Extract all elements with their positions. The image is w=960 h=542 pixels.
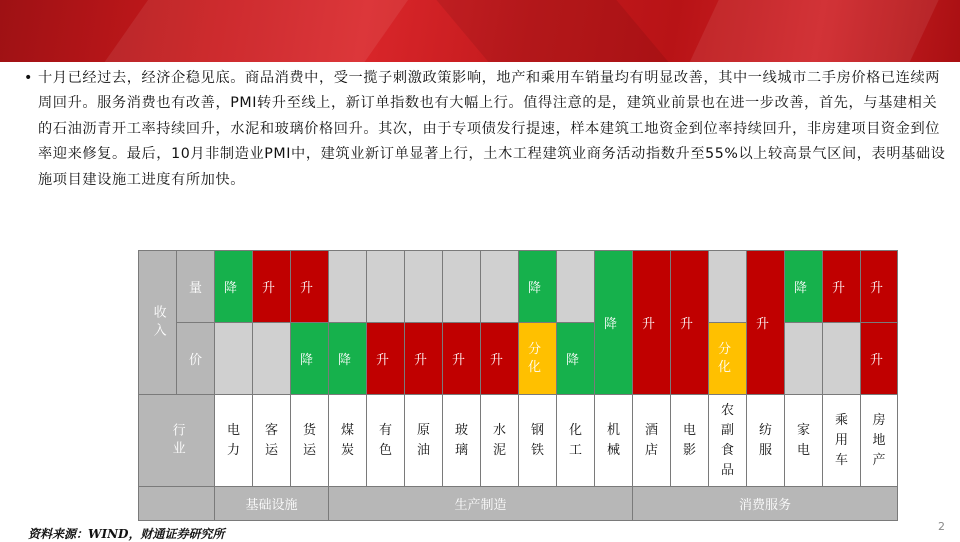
industry-label: 客 运: [264, 422, 278, 458]
vol-客运: 升: [253, 251, 291, 323]
page-number: 2: [938, 520, 945, 533]
merged-电影: 升: [671, 251, 709, 395]
industry-label: 水 泥: [492, 422, 506, 458]
industry-label: 机 械: [606, 422, 620, 458]
industry-label: 有 色: [378, 422, 392, 458]
industry-table: [138, 250, 898, 521]
vol-钢铁: 降: [519, 251, 557, 323]
price-水泥: 升: [481, 323, 519, 395]
merged-机械: 降: [595, 251, 633, 395]
group-consumer-services: 消费服务: [633, 487, 898, 521]
industry-cell: [785, 395, 823, 487]
price-row: [139, 323, 898, 395]
group-infrastructure: 基础设施: [215, 487, 329, 521]
industry-cell: [215, 395, 253, 487]
vol-水泥: [481, 251, 519, 323]
source-note: 资料来源：WIND，财通证券研究所: [28, 527, 225, 541]
price-农副食品: 分 化: [709, 323, 747, 395]
bullet-mark: •: [24, 70, 33, 86]
price-有色: 升: [367, 323, 405, 395]
industry-cell: [557, 395, 595, 487]
vol-乘用车: 升: [823, 251, 861, 323]
header-banner: [0, 0, 960, 62]
summary-text: 十月已经过去，经济企稳见底。商品消费中，受一揽子刺激政策影响，地产和乘用车销量均有明显改善，其中一线城市二手房价格已连续两周回升。服务消费也有改善，PMI转升至线上，新订单指数也有大幅上行。值得注意的是，建筑业前景也在进一步改善，首先，与基建相关的石油沥青开工率持续回升，水泥和玻璃价格回升。其次，由于专项债发行提速，样本建筑工地资金到位率持续回升，非房建项目资金到位率迎来修复。最后，10月非制造业PMI中，建筑业新订单显著上行，土木工程建筑业商务活动指数升至55%以上较高景气区间，表明基础设施项目建设施工进度有所加快。: [38, 70, 946, 188]
merged-纺服: 升: [747, 251, 785, 395]
volume-header: 量: [177, 251, 215, 323]
price-玻璃: 升: [443, 323, 481, 395]
price-家电: [785, 323, 823, 395]
vol-原油: [405, 251, 443, 323]
price-货运: 降: [291, 323, 329, 395]
industry-cell: [367, 395, 405, 487]
group-spacer: [139, 487, 215, 521]
industry-cell: [253, 395, 291, 487]
group-row: [139, 487, 898, 521]
industry-row: [139, 395, 898, 487]
industry-cell: [823, 395, 861, 487]
vol-玻璃: [443, 251, 481, 323]
price-乘用车: [823, 323, 861, 395]
volume-row: [139, 251, 898, 323]
merged-酒店: 升: [633, 251, 671, 395]
group-manufacturing: 生产制造: [329, 487, 633, 521]
industry-cell: [861, 395, 898, 487]
price-房地产: 升: [861, 323, 898, 395]
vol-煤炭: [329, 251, 367, 323]
vol-化工: [557, 251, 595, 323]
industry-label: 钢 铁: [530, 422, 544, 458]
vol-有色: [367, 251, 405, 323]
vol-电力: 降: [215, 251, 253, 323]
price-煤炭: 降: [329, 323, 367, 395]
vol-农副食品: [709, 251, 747, 323]
industry-label: 家 电: [796, 422, 810, 458]
industry-cell: [709, 395, 747, 487]
industry-cell: [595, 395, 633, 487]
industry-cell: [329, 395, 367, 487]
industry-label: 纺 服: [758, 422, 772, 458]
industry-label: 乘 用 车: [834, 412, 848, 468]
summary-paragraph: [24, 66, 950, 193]
industry-cell: [633, 395, 671, 487]
industry-label: 酒 店: [644, 422, 658, 458]
income-header: 收入: [139, 251, 177, 395]
industry-label: 化 工: [568, 422, 582, 458]
industry-header: 行业: [139, 395, 215, 487]
price-钢铁: 分 化: [519, 323, 557, 395]
industry-label: 货 运: [302, 422, 316, 458]
industry-label: 电 力: [226, 422, 240, 458]
price-原油: 升: [405, 323, 443, 395]
price-客运: [253, 323, 291, 395]
price-header: 价: [177, 323, 215, 395]
vol-房地产: 升: [861, 251, 898, 323]
industry-label: 煤 炭: [340, 422, 354, 458]
industry-cell: [481, 395, 519, 487]
industry-cell: [671, 395, 709, 487]
industry-label: 原 油: [416, 422, 430, 458]
industry-cell: [443, 395, 481, 487]
industry-cell: [291, 395, 329, 487]
industry-cell: [405, 395, 443, 487]
industry-cell: [747, 395, 785, 487]
industry-label: 玻 璃: [454, 422, 468, 458]
price-化工: 降: [557, 323, 595, 395]
industry-cell: [519, 395, 557, 487]
industry-label: 房 地 产: [872, 412, 886, 468]
industry-label: 电 影: [682, 422, 696, 458]
industry-label: 农 副 食 品: [720, 402, 734, 478]
vol-货运: 升: [291, 251, 329, 323]
vol-家电: 降: [785, 251, 823, 323]
price-电力: [215, 323, 253, 395]
